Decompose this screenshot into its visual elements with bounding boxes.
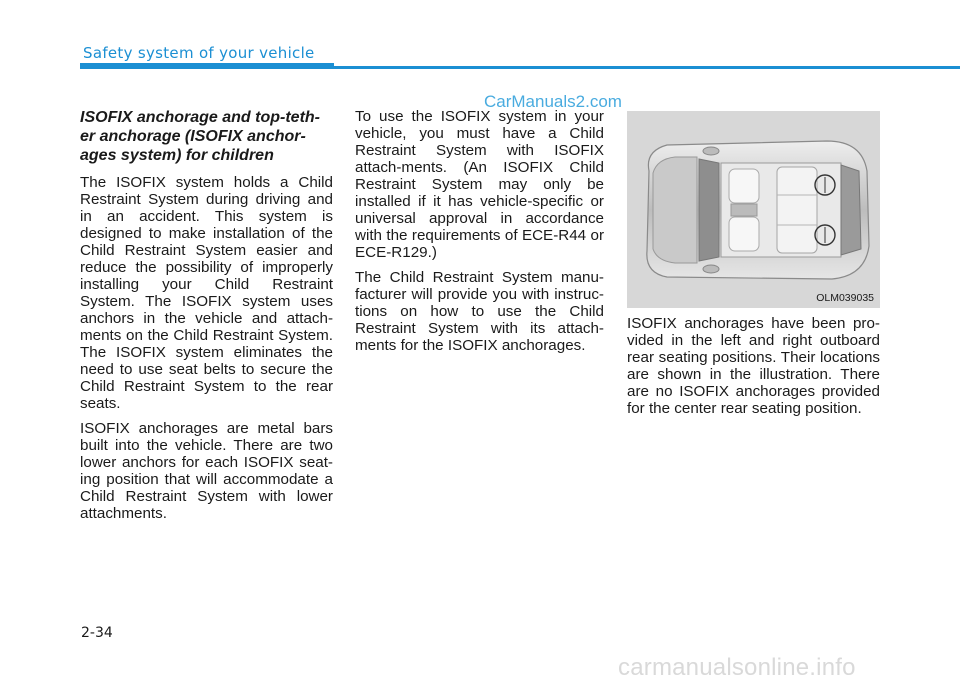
header-rule-accent	[80, 63, 334, 69]
column-3	[627, 315, 880, 425]
watermark-bottom: carmanualsonline.info	[618, 654, 856, 681]
paragraph-isofix-anchorages: ISOFIX anchorages are metal bars built into the vehicle. There are two lower anchors for each ISOFIX seat-ing position that will accommodate a Child Restraint System with lower attachments.	[80, 420, 333, 522]
section-heading	[80, 108, 333, 165]
figure-code: OLM039035	[816, 292, 874, 304]
column-1	[80, 108, 333, 530]
page-number: 2-34	[81, 625, 113, 641]
watermark-top: CarManuals2.com	[484, 92, 622, 111]
car-top-view-icon	[627, 111, 880, 308]
column-2	[355, 108, 604, 362]
vehicle-illustration	[627, 111, 880, 308]
paragraph-using-isofix: To use the ISOFIX system in your vehicle, you must have a Child Restraint System with ISOFIX attach-ments. (An ISOFIX Child Restraint System may only be installed if it has vehicle-specific or universal approval in accordance with the requirements of ECE-R44 or ECE-R129.)	[355, 108, 604, 261]
heading-text: ISOFIX anchorage and top-teth-er anchorage (ISOFIX anchor-ages system) for children	[80, 109, 321, 164]
section-title: Safety system of your vehicle	[83, 44, 315, 62]
paragraph-anchorage-locations: ISOFIX anchorages have been pro-vided in the left and right outboard rear seating positions. Their locations are shown in the illustration. There are no ISOFIX anchorages provided for the center rear seating position.	[627, 315, 880, 417]
paragraph-isofix-intro: The ISOFIX system holds a Child Restraint System during driving and in an accident. This system is designed to make installation of the Child Restraint System easier and reduce the possibility of improperly installing your Child Restraint System. The ISOFIX system uses anchors in the vehicle and attach-ments on the Child Restraint System. The ISOFIX system eliminates the need to use seat belts to secure the Child Restraint System to the rear seats.	[80, 174, 333, 412]
paragraph-manufacturer-instructions: The Child Restraint System manu-facturer will provide you with instruc-tions on how to use the Child Restraint System with its attach-ments for the ISOFIX anchorages.	[355, 269, 604, 354]
